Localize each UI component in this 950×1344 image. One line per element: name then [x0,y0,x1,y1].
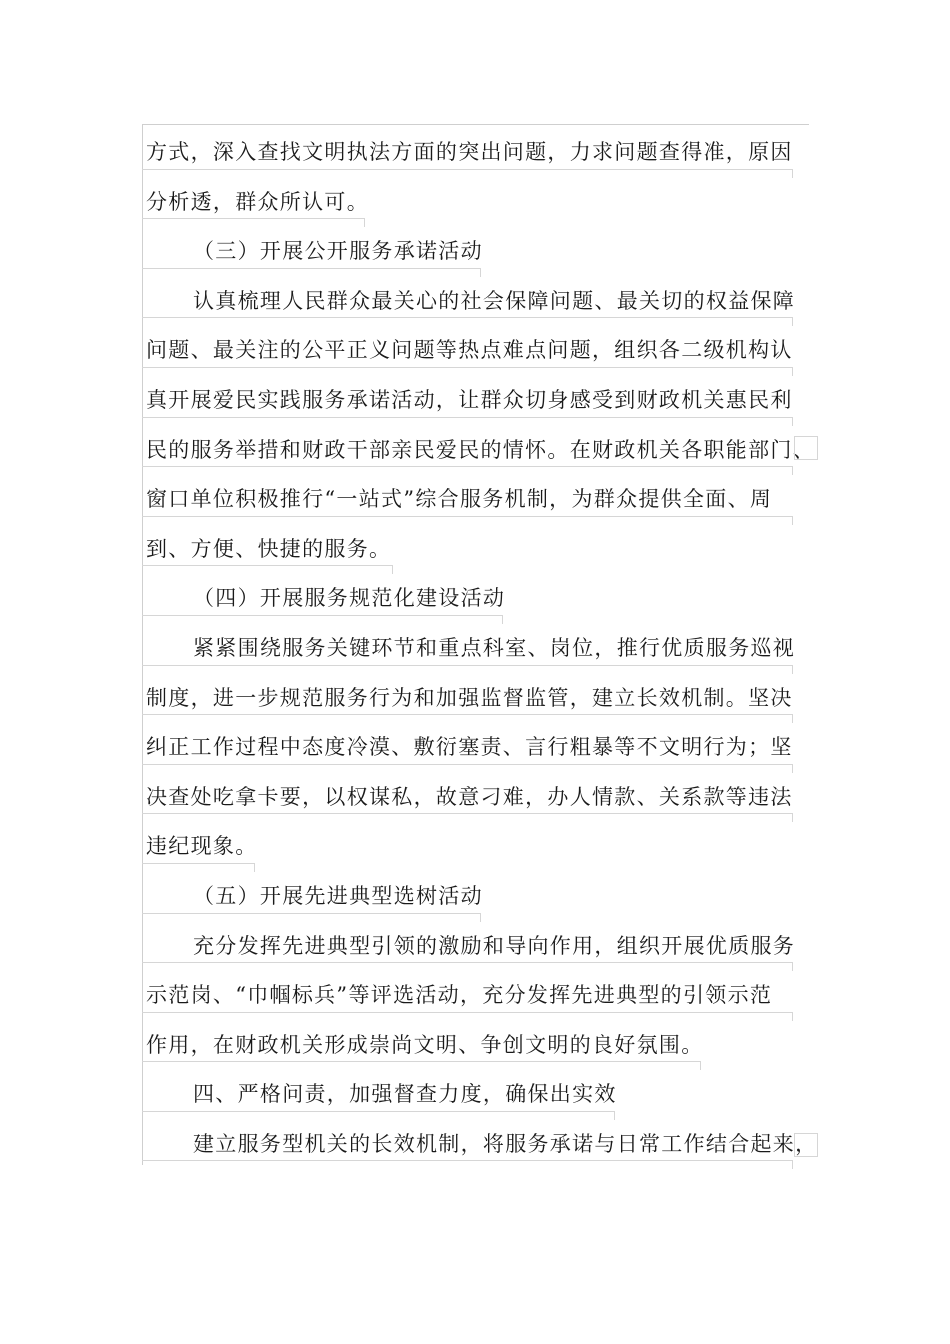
heading-text: （五）开展先进典型选树活动 [193,883,483,908]
section-heading-4 [146,574,806,624]
text-line-13 [146,723,806,773]
line-text: 示范岗、“巾帼标兵”等评选活动，充分发挥先进典型的引领示范 [146,983,773,1008]
text-line-2 [146,178,806,228]
section-heading-four [146,1070,806,1120]
line-text: 充分发挥先进典型引领的激励和导向作用，组织开展优质服务 [193,933,796,958]
line-text: 纠正工作过程中态度冷漠、敷衍塞责、言行粗暴等不文明行为；坚 [146,735,793,760]
text-line-5 [146,326,806,376]
document-body [146,128,818,1169]
heading-text: （四）开展服务规范化建设活动 [193,586,506,611]
line-text: 制度，进一步规范服务行为和加强监督监管，建立长效机制。坚决 [146,685,793,710]
line-text: 民的服务举措和财政干部亲民爱民的情怀。在财政机关各职能部门、 [146,437,815,462]
line-text: 作用，在财政机关形成崇尚文明、争创文明的良好氛围。 [146,1032,704,1057]
line-text: 建立服务型机关的长效机制，将服务承诺与日常工作结合起来， [193,1131,818,1156]
line-text: 决查处吃拿卡要，以权谋私，故意刁难，办人情款、关系款等违法 [146,784,793,809]
section-heading-5 [146,872,806,922]
text-line-21 [146,1120,818,1170]
text-line-11 [146,624,806,674]
text-line-17 [146,922,806,972]
line-text: 紧紧围绕服务关键环节和重点科室、岗位，推行优质服务巡视 [193,635,796,660]
text-line-19 [146,1021,806,1071]
text-line-4 [146,277,806,327]
line-text: 到、方便、快捷的服务。 [146,536,392,561]
line-text: 问题、最关注的公平正义问题等热点难点问题，组织各二级机构认 [146,338,793,363]
line-text: 认真梳理人民群众最关心的社会保障问题、最关切的权益保障 [193,288,796,313]
text-line-9 [146,525,806,575]
text-line-15 [146,822,806,872]
text-line-14 [146,773,806,823]
line-text: 违纪现象。 [146,834,258,859]
line-text: 方式，深入查找文明执法方面的突出问题，力求问题查得准，原因 [146,140,793,164]
text-line-1 [146,128,806,178]
section-heading-3 [146,227,806,277]
text-line-7 [146,426,815,476]
text-line-12 [146,674,806,724]
line-text: 分析透，群众所认可。 [146,189,369,214]
overflow-marker [794,1133,818,1157]
line-text: 窗口单位积极推行“一站式”综合服务机制，为群众提供全面、周 [146,487,773,512]
text-line-6 [146,376,806,426]
line-text: 真开展爱民实践服务承诺活动，让群众切身感受到财政机关惠民利 [146,387,793,412]
heading-text: （三）开展公开服务承诺活动 [193,239,483,264]
text-line-18 [146,971,806,1021]
text-line-8 [146,475,806,525]
overflow-marker [794,436,818,460]
heading-text: 四、严格问责，加强督查力度，确保出实效 [193,1082,617,1107]
